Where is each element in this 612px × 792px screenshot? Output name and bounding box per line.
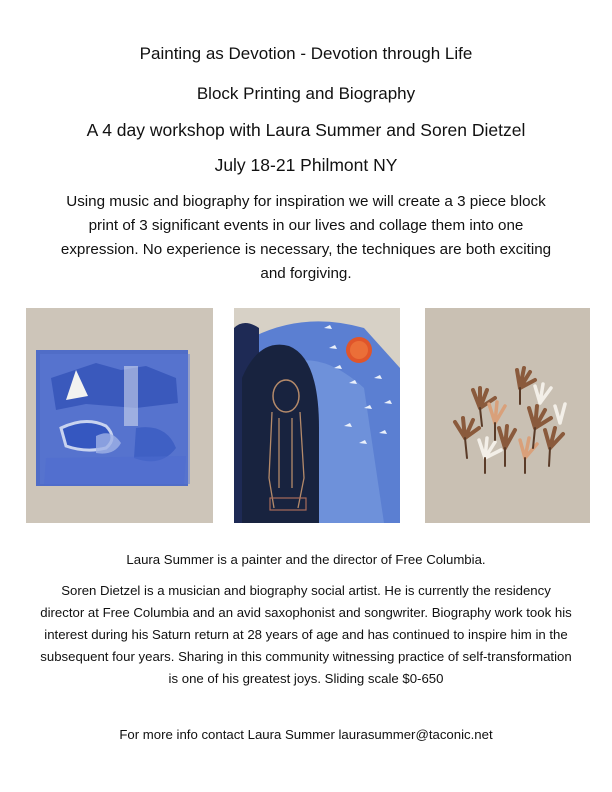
doorway-figure-artwork xyxy=(234,308,400,523)
workshop-hosts: A 4 day workshop with Laura Summer and Soren Dietzel xyxy=(86,120,526,140)
hands-artwork xyxy=(425,308,590,523)
flyer-title: Painting as Devotion - Devotion through Life xyxy=(139,44,473,63)
flyer-subtitle: Block Printing and Biography xyxy=(196,84,416,103)
workshop-dates: July 18-21 Philmont NY xyxy=(214,155,398,175)
soren-bio: Soren Dietzel is a musician and biography social artist. He is currently the residency director at Free Columbia and an avid saxophonist and songwriter. Biography work took his interest during his Saturn return at 28 years of age and has continued to inspire him in the subsequent four years. Sharing in this community witnessing practice of self-transformation is one of his greatest joys. Sliding scale $0-650 xyxy=(40,583,572,686)
intro-paragraph: Using music and biography for inspiration we will create a 3 piece block print of 3 significant events in our lives and collage them into one expression. No experience is necessary, the techniques are both exciting and forgiving. xyxy=(60,193,552,282)
contact-info: For more info contact Laura Summer laurasummer@taconic.net xyxy=(119,727,493,742)
laura-bio: Laura Summer is a painter and the director of Free Columbia. xyxy=(126,552,486,567)
blue-block-print-artwork xyxy=(26,308,213,523)
